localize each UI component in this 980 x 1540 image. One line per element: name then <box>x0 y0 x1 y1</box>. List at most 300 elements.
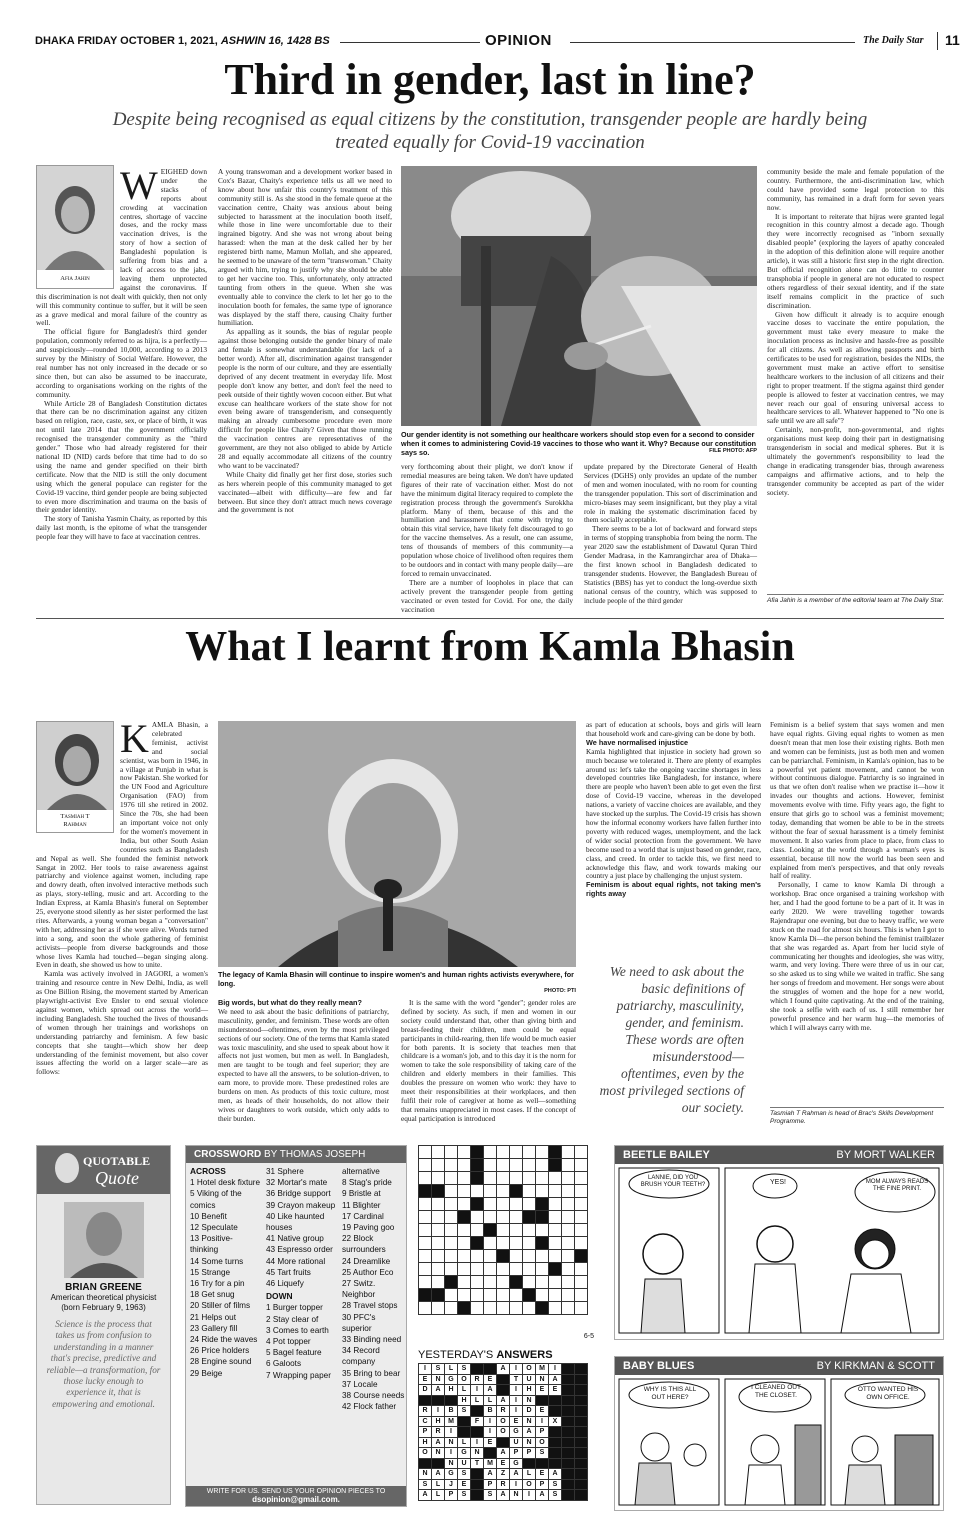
grid-cell[interactable] <box>510 1172 523 1185</box>
photo-caption: Our gender identity is not something our healthcare workers should stop even for a second to consider when it comes to administering Covid-19 vaccines to those who want it. Why? Because our constitution says so. <box>401 430 757 457</box>
grid-cell[interactable] <box>458 1250 471 1263</box>
grid-cell[interactable] <box>432 1211 445 1224</box>
grid-cell[interactable] <box>510 1289 523 1302</box>
crossword-clue: 10 Benefit <box>190 1211 227 1221</box>
grid-cell[interactable] <box>523 1185 536 1198</box>
grid-cell[interactable] <box>458 1289 471 1302</box>
grid-cell[interactable] <box>510 1302 523 1315</box>
grid-cell[interactable] <box>484 1211 497 1224</box>
answers-title <box>418 1349 553 1361</box>
grid-cell[interactable] <box>523 1172 536 1185</box>
crossword-clue: 24 Ride the waves <box>190 1335 258 1345</box>
photo-credit: FILE PHOTO: AFP <box>709 448 757 454</box>
crossword-clue: 44 More rational <box>266 1256 326 1266</box>
answer-cell: S <box>536 1448 549 1459</box>
grid-cell[interactable] <box>419 1250 432 1263</box>
answer-cell <box>471 1406 484 1417</box>
beetle-bubble-3: MOM ALWAYS READS THE FINE PRINT. <box>865 1179 929 1192</box>
grid-cell[interactable] <box>523 1224 536 1237</box>
grid-cell[interactable] <box>549 1159 562 1172</box>
grid-cell[interactable] <box>471 1289 484 1302</box>
grid-cell[interactable] <box>510 1250 523 1263</box>
crossword-clue: houses <box>266 1223 293 1233</box>
answer-cell: I <box>484 1427 497 1438</box>
grid-cell[interactable] <box>484 1172 497 1185</box>
grid-cell[interactable] <box>536 1172 549 1185</box>
grid-cell[interactable] <box>458 1276 471 1289</box>
answer-cell: S <box>458 1364 471 1375</box>
grid-cell[interactable] <box>458 1224 471 1237</box>
grid-cell[interactable] <box>536 1224 549 1237</box>
grid-cell[interactable] <box>419 1289 432 1302</box>
grid-cell[interactable] <box>484 1198 497 1211</box>
beetle-by: BY MORT WALKER <box>836 1149 935 1161</box>
grid-cell[interactable] <box>536 1198 549 1211</box>
grid-cell[interactable] <box>419 1224 432 1237</box>
answer-cell <box>562 1479 575 1490</box>
answer-cell: R <box>497 1479 510 1490</box>
grid-cell[interactable] <box>497 1250 510 1263</box>
grid-cell[interactable] <box>445 1172 458 1185</box>
grid-cell[interactable] <box>523 1211 536 1224</box>
answer-cell <box>575 1479 588 1490</box>
grid-cell[interactable] <box>510 1198 523 1211</box>
answer-cell: A <box>432 1469 445 1480</box>
grid-cell[interactable] <box>549 1289 562 1302</box>
grid-cell[interactable] <box>419 1159 432 1172</box>
grid-cell[interactable] <box>432 1159 445 1172</box>
text-block: as part of education at schools, boys and girls will learn that household work and care-giving can be done by both. <box>586 720 761 738</box>
crossword-footer-1: WRITE FOR US. SEND US YOUR OPINION PIECES TO <box>206 1488 386 1495</box>
beetle-bubble-2: YES! <box>770 1179 786 1186</box>
grid-cell[interactable] <box>432 1172 445 1185</box>
quote-header-top: QUOTABLE <box>83 1154 151 1168</box>
grid-cell[interactable] <box>497 1211 510 1224</box>
grid-cell[interactable] <box>536 1302 549 1315</box>
answer-cell <box>562 1469 575 1480</box>
crossword-clue: 14 Some turns <box>190 1256 244 1266</box>
answer-cell <box>471 1479 484 1490</box>
crossword-clue: 8 Stag's pride <box>342 1178 392 1188</box>
grid-cell[interactable] <box>562 1172 575 1185</box>
grid-cell[interactable] <box>562 1211 575 1224</box>
grid-cell[interactable] <box>562 1250 575 1263</box>
answer-cell: X <box>549 1416 562 1427</box>
grid-cell[interactable] <box>536 1159 549 1172</box>
answer-cell: G <box>458 1448 471 1459</box>
author-name: Afia Jahin <box>60 275 90 282</box>
answer-cell <box>575 1374 588 1385</box>
grid-cell[interactable] <box>575 1250 588 1263</box>
answer-cell: N <box>445 1437 458 1448</box>
grid-cell[interactable] <box>419 1185 432 1198</box>
grid-cell[interactable] <box>536 1185 549 1198</box>
grid-cell[interactable] <box>510 1237 523 1250</box>
answer-cell <box>471 1427 484 1438</box>
answer-cell: E <box>497 1458 510 1469</box>
article1-byline: Afia Jahin is a member of the editorial team at The Daily Star. <box>767 597 944 604</box>
grid-cell[interactable] <box>575 1224 588 1237</box>
babyblues-bubble-2: I CLEANED OUT THE CLOSET. <box>751 1384 801 1399</box>
grid-cell[interactable] <box>419 1302 432 1315</box>
grid-cell[interactable] <box>575 1263 588 1276</box>
answer-cell: U <box>458 1458 471 1469</box>
answer-cell <box>575 1469 588 1480</box>
crossword-clue: 5 Viking of the <box>190 1189 242 1199</box>
answer-cell: N <box>445 1458 458 1469</box>
grid-cell[interactable] <box>471 1263 484 1276</box>
crossword-clue: 26 Price holders <box>190 1346 250 1356</box>
grid-cell[interactable] <box>471 1172 484 1185</box>
grid-cell[interactable] <box>445 1276 458 1289</box>
grid-cell[interactable] <box>562 1224 575 1237</box>
grid-cell[interactable] <box>575 1185 588 1198</box>
answer-cell: G <box>510 1427 523 1438</box>
quote-text: Science is the process that takes us from confusion to understanding in a manner that's precise, predictive and reliable—a transformation, for those lucky enough to experience it, that is empowering and emotional. <box>46 1319 161 1409</box>
grid-cell[interactable] <box>497 1237 510 1250</box>
photo2-credit: PHOTO: PTI <box>544 988 576 994</box>
grid-cell[interactable] <box>432 1302 445 1315</box>
answer-cell: D <box>419 1385 432 1396</box>
grid-cell[interactable] <box>549 1276 562 1289</box>
article2-col2 <box>218 999 389 1126</box>
grid-cell[interactable] <box>523 1263 536 1276</box>
grid-cell[interactable] <box>549 1211 562 1224</box>
grid-cell[interactable] <box>562 1289 575 1302</box>
quote-header-bottom: Quote <box>95 1168 139 1188</box>
crossword-title: CROSSWORD <box>194 1149 262 1160</box>
grid-cell[interactable] <box>432 1237 445 1250</box>
grid-cell[interactable] <box>497 1198 510 1211</box>
section-label: OPINION <box>485 32 552 49</box>
grid-cell[interactable] <box>510 1146 523 1159</box>
answer-cell: O <box>458 1374 471 1385</box>
grid-cell[interactable] <box>575 1146 588 1159</box>
answer-cell: I <box>523 1490 536 1501</box>
text-block: The story of Tanisha Yasmin Chaity, as reported by this daily last month, is the epitome of what the transgender people fear they will have to face at vaccination centres. <box>36 514 207 542</box>
answer-cell <box>575 1395 588 1406</box>
grid-cell[interactable] <box>562 1263 575 1276</box>
crossword-clue: surrounders <box>342 1245 386 1255</box>
answer-cell <box>432 1395 445 1406</box>
answer-cell <box>549 1448 562 1459</box>
text-block: AMLA Bhasin, a celebrated feminist, activist and social scientist, was born in 1946, in a village at Punjab in what is now Pakistan. She worked for the UN Food and Agriculture Organisation (FAO) from 1976 till she retired in 2002. Since the 70s, she had been an important voice not only for the women's movement in India, but other South Asian countries such as Bangladesh and Nepal as well. She founded the feminist network Sangat in 2002. Her tools to raise awareness against patriarchy and violence against women, including rape and dowry death, often involved interactive methods such as plays, story-telling, music and art. According to the Indian Express, at Kamla Bhasin's funeral on September 25, everyone stood silently as her sister performed the last rites. Afterwards, a young woman began a "conversation" with her, addressing her as if she were alive. Words turned into a song, and soon the whole gathering of feminist activists—people from diverse backgrounds and those whose lives Kamla had touched—began singing along. Even in death, she showed us how to unite. <box>36 720 208 970</box>
answer-cell: B <box>484 1406 497 1417</box>
grid-cell[interactable] <box>432 1185 445 1198</box>
grid-cell[interactable] <box>484 1146 497 1159</box>
across-label: ACROSS <box>190 1166 226 1176</box>
text-block: While Article 28 of Bangladesh Constitution dictates that there can be no discrimination against any citizen based on religion, race, caste, sex, or place of birth, it was not until late 2014 that the government officially recognised the transgender community as the "third gender." Those who had already registered for their national ID (NID) cards before that time had to do so using the name and gender specified on their birth certificate. Now that the NID is still the only document using which the general populace can register for the Covid-19 vaccine, third gender people are being subjected to even more discrimination and trauma on the basis of their gender identity. <box>36 398 207 515</box>
babyblues-title: BABY BLUES <box>623 1360 695 1372</box>
grid-cell[interactable] <box>497 1224 510 1237</box>
answer-cell <box>497 1437 510 1448</box>
dropcap: W <box>120 163 158 208</box>
grid-cell[interactable] <box>562 1302 575 1315</box>
crossword-clue: 23 Gallery fill <box>190 1323 238 1333</box>
grid-cell[interactable] <box>562 1198 575 1211</box>
grid-cell[interactable] <box>549 1198 562 1211</box>
answer-cell: O <box>536 1437 549 1448</box>
answer-cell: S <box>458 1406 471 1417</box>
grid-cell[interactable] <box>510 1185 523 1198</box>
grid-cell[interactable] <box>497 1185 510 1198</box>
grid-cell[interactable] <box>510 1224 523 1237</box>
grid-cell[interactable] <box>510 1276 523 1289</box>
grid-cell[interactable] <box>471 1211 484 1224</box>
grid-cell[interactable] <box>497 1172 510 1185</box>
grid-cell[interactable] <box>549 1237 562 1250</box>
answer-cell: A <box>497 1448 510 1459</box>
grid-cell[interactable] <box>484 1224 497 1237</box>
babyblues-bubble-1: WHY IS THIS ALL OUT HERE? <box>643 1386 697 1401</box>
grid-cell[interactable] <box>497 1146 510 1159</box>
grid-cell[interactable] <box>484 1276 497 1289</box>
grid-cell[interactable] <box>458 1237 471 1250</box>
grid-cell[interactable] <box>497 1276 510 1289</box>
grid-cell[interactable] <box>536 1276 549 1289</box>
answer-cell: S <box>458 1490 471 1501</box>
grid-cell[interactable] <box>458 1302 471 1315</box>
answer-cell: E <box>536 1406 549 1417</box>
answer-cell: I <box>510 1479 523 1490</box>
answer-cell <box>458 1427 471 1438</box>
answer-cell: N <box>523 1395 536 1406</box>
grid-cell[interactable] <box>432 1224 445 1237</box>
grid-cell[interactable] <box>575 1289 588 1302</box>
answer-cell <box>562 1427 575 1438</box>
grid-cell[interactable] <box>575 1159 588 1172</box>
grid-cell[interactable] <box>523 1289 536 1302</box>
grid-cell[interactable] <box>575 1198 588 1211</box>
grid-cell[interactable] <box>445 1185 458 1198</box>
crossword-clue: 33 Binding need <box>342 1335 402 1345</box>
babyblues-box <box>614 1356 944 1511</box>
grid-cell[interactable] <box>575 1276 588 1289</box>
grid-cell[interactable] <box>562 1146 575 1159</box>
grid-cell[interactable] <box>523 1250 536 1263</box>
grid-cell[interactable] <box>458 1172 471 1185</box>
grid-cell[interactable] <box>445 1159 458 1172</box>
crossword-clue: 18 Get snug <box>190 1290 235 1300</box>
grid-cell[interactable] <box>484 1263 497 1276</box>
answer-cell: I <box>510 1406 523 1417</box>
answer-cell: L <box>471 1395 484 1406</box>
grid-cell[interactable] <box>419 1276 432 1289</box>
article1-col3 <box>401 462 573 614</box>
grid-cell[interactable] <box>523 1276 536 1289</box>
grid-cell[interactable] <box>536 1237 549 1250</box>
text-block: Certainly, non-profit, non-governmental, and rights organisations must keep doing their part in destigmatising transgenderism in social and medical spheres. But it is ultimately the government's responsibility to lead the change in eradicating transgender bias, through awareness campaigns and affirmative actions, and to help the transgender community be accepted as part of the wider society. <box>767 425 944 497</box>
text-block: update prepared by the Directorate General of Health Services (DGHS) only provides an update of the number of men and women inoculated, with no room for counting the transgender population. This sort of discrimination and micro-biases may seem insignificant, but they play a vital role in making the systematic discrimination faced by them socially acceptable. <box>584 462 757 525</box>
grid-cell[interactable] <box>575 1237 588 1250</box>
answers-grid-area <box>418 1363 598 1501</box>
grid-cell[interactable] <box>432 1276 445 1289</box>
grid-cell[interactable] <box>484 1302 497 1315</box>
grid-cell[interactable] <box>549 1185 562 1198</box>
grid-cell[interactable] <box>523 1302 536 1315</box>
answer-cell: T <box>471 1458 484 1469</box>
grid-cell[interactable] <box>549 1263 562 1276</box>
crossword-clue: comics <box>190 1200 216 1210</box>
grid-cell[interactable] <box>549 1302 562 1315</box>
grid-cell[interactable] <box>575 1302 588 1315</box>
answer-cell: P <box>510 1448 523 1459</box>
answer-cell <box>549 1437 562 1448</box>
answer-cell: S <box>549 1479 562 1490</box>
crossword-clue: 17 Cardinal <box>342 1211 384 1221</box>
grid-cell[interactable] <box>445 1146 458 1159</box>
grid-cell[interactable] <box>419 1237 432 1250</box>
grid-cell[interactable] <box>484 1250 497 1263</box>
crossword-clue: 27 Switz. Neighbor <box>342 1279 376 1300</box>
grid-cell[interactable] <box>471 1250 484 1263</box>
answer-cell: L <box>445 1364 458 1375</box>
crossword-clue: 30 PFC's superior <box>342 1312 376 1333</box>
paper-logo: The Daily Star <box>863 35 924 46</box>
grid-cell[interactable] <box>471 1198 484 1211</box>
answer-cell: T <box>510 1374 523 1385</box>
grid-cell[interactable] <box>445 1289 458 1302</box>
grid-cell[interactable] <box>497 1289 510 1302</box>
crossword-clue: 40 Like haunted <box>266 1211 325 1221</box>
grid-cell[interactable] <box>419 1146 432 1159</box>
crossword-clue: 29 Beige <box>190 1368 223 1378</box>
grid-cell[interactable] <box>575 1172 588 1185</box>
grid-cell[interactable] <box>458 1263 471 1276</box>
grid-cell[interactable] <box>458 1211 471 1224</box>
grid-cell[interactable] <box>562 1185 575 1198</box>
babyblues-by: BY KIRKMAN & SCOTT <box>816 1360 935 1372</box>
grid-cell[interactable] <box>445 1237 458 1250</box>
subhead: We have normalised injustice <box>586 737 689 747</box>
answer-cell: C <box>419 1416 432 1427</box>
grid-cell[interactable] <box>471 1146 484 1159</box>
grid-cell[interactable] <box>432 1289 445 1302</box>
grid-cell[interactable] <box>484 1289 497 1302</box>
answer-cell: S <box>432 1364 445 1375</box>
grid-cell[interactable] <box>458 1185 471 1198</box>
answer-cell: D <box>523 1406 536 1417</box>
answer-cell <box>575 1364 588 1375</box>
grid-cell[interactable] <box>510 1211 523 1224</box>
grid-cell[interactable] <box>536 1289 549 1302</box>
grid-cell[interactable] <box>575 1211 588 1224</box>
crossword-grid[interactable] <box>418 1145 588 1315</box>
grid-cell[interactable] <box>445 1211 458 1224</box>
grid-cell[interactable] <box>445 1250 458 1263</box>
answer-cell <box>562 1448 575 1459</box>
grid-cell[interactable] <box>497 1159 510 1172</box>
grid-cell[interactable] <box>536 1146 549 1159</box>
crossword-clue: 11 Blighter <box>342 1200 381 1210</box>
grid-cell[interactable] <box>419 1198 432 1211</box>
answer-cell: M <box>445 1416 458 1427</box>
grid-cell[interactable] <box>523 1237 536 1250</box>
grid-cell[interactable] <box>419 1172 432 1185</box>
grid-cell[interactable] <box>471 1224 484 1237</box>
grid-cell[interactable] <box>419 1211 432 1224</box>
grid-cell[interactable] <box>510 1263 523 1276</box>
grid-cell[interactable] <box>523 1146 536 1159</box>
grid-cell[interactable] <box>471 1276 484 1289</box>
grid-cell[interactable] <box>536 1263 549 1276</box>
grid-cell[interactable] <box>471 1159 484 1172</box>
grid-cell[interactable] <box>549 1172 562 1185</box>
answer-cell: E <box>458 1479 471 1490</box>
grid-cell[interactable] <box>497 1302 510 1315</box>
article2-byline: Tasmiah T Rahman is head of Brac's Skills Development Programme. <box>770 1110 934 1125</box>
answer-cell: P <box>536 1479 549 1490</box>
grid-cell[interactable] <box>510 1159 523 1172</box>
answer-cell: G <box>445 1469 458 1480</box>
answer-cell <box>575 1427 588 1438</box>
article2-headline: What I learnt from Kamla Bhasin <box>185 624 795 670</box>
answer-cell <box>562 1406 575 1417</box>
crossword-clue: 36 Bridge support <box>266 1189 331 1199</box>
grid-cell[interactable] <box>432 1146 445 1159</box>
grid-cell[interactable] <box>523 1159 536 1172</box>
grid-cell[interactable] <box>549 1146 562 1159</box>
grid-cell[interactable] <box>523 1198 536 1211</box>
grid-cell[interactable] <box>445 1198 458 1211</box>
grid-cell[interactable] <box>432 1263 445 1276</box>
crossword-clue: 6 Galoots <box>266 1359 302 1369</box>
grid-cell[interactable] <box>549 1224 562 1237</box>
grid-cell[interactable] <box>432 1198 445 1211</box>
answer-cell <box>575 1385 588 1396</box>
grid-cell[interactable] <box>536 1250 549 1263</box>
grid-cell[interactable] <box>562 1237 575 1250</box>
answer-cell: I <box>432 1406 445 1417</box>
grid-cell[interactable] <box>549 1250 562 1263</box>
grid-cell[interactable] <box>419 1263 432 1276</box>
answer-cell <box>562 1490 575 1501</box>
grid-cell[interactable] <box>484 1185 497 1198</box>
grid-cell[interactable] <box>562 1159 575 1172</box>
grid-cell[interactable] <box>458 1146 471 1159</box>
answer-cell: S <box>419 1479 432 1490</box>
grid-cell[interactable] <box>471 1302 484 1315</box>
crossword-by: BY THOMAS JOSEPH <box>264 1149 366 1160</box>
grid-cell[interactable] <box>445 1263 458 1276</box>
answer-cell: E <box>536 1469 549 1480</box>
beetle-title: BEETLE BAILEY <box>623 1149 710 1161</box>
grid-cell[interactable] <box>484 1159 497 1172</box>
answer-cell: N <box>536 1374 549 1385</box>
grid-cell[interactable] <box>484 1237 497 1250</box>
babyblues-bubble-3: OTTO WANTED HIS OWN OFFICE. <box>857 1386 919 1401</box>
grid-cell[interactable] <box>458 1159 471 1172</box>
grid-cell[interactable] <box>445 1224 458 1237</box>
grid-cell[interactable] <box>497 1263 510 1276</box>
crossword-clue: 28 Travel stops <box>342 1301 398 1311</box>
answer-cell <box>562 1395 575 1406</box>
grid-cell[interactable] <box>471 1237 484 1250</box>
answer-cell <box>575 1448 588 1459</box>
answer-cell: P <box>523 1448 536 1459</box>
grid-cell[interactable] <box>445 1302 458 1315</box>
answer-cell <box>536 1395 549 1406</box>
grid-cell[interactable] <box>458 1198 471 1211</box>
text-block: While Chaity did finally get her first dose, stories such as hers wherein people of this community managed to get vaccinated—albeit with difficulty—are few and far between. But since they don't attract much news coverage and the government is not <box>218 469 392 515</box>
grid-cell[interactable] <box>562 1276 575 1289</box>
quote-name: BRIAN GREENE <box>65 1282 142 1293</box>
grid-cell[interactable] <box>471 1185 484 1198</box>
text-block: Personally, I came to know Kamla Di through a workshop. Brac once organised a training workshop with her, and I had the good fortune to be a part of it. It was in early 2020. We were travelling together towards Rajendrapur one evening, but due to heavy traffic, we were stuck on the road for almost six hours. This is when I got to know Kamla Di—the person behind the feminist trailblazer that she was regarded as. Apart from her lucid style of communicating her thoughts and ideologies, she was witty, warm, and very loving. There were three of us in our car, so she asked us to sing while we waited in traffic. She sang her songs of freedom and movement. Her songs were about the struggles of women and the hope for a new world, which I found quite captivating. At the end of the training, she took a selfie with each of us. I still remember her powerful presence and her warm hug—the memories of which I will always carry with me. <box>770 880 944 1032</box>
quote-portrait <box>64 1202 144 1278</box>
grid-cell[interactable] <box>432 1250 445 1263</box>
grid-cell[interactable] <box>536 1211 549 1224</box>
